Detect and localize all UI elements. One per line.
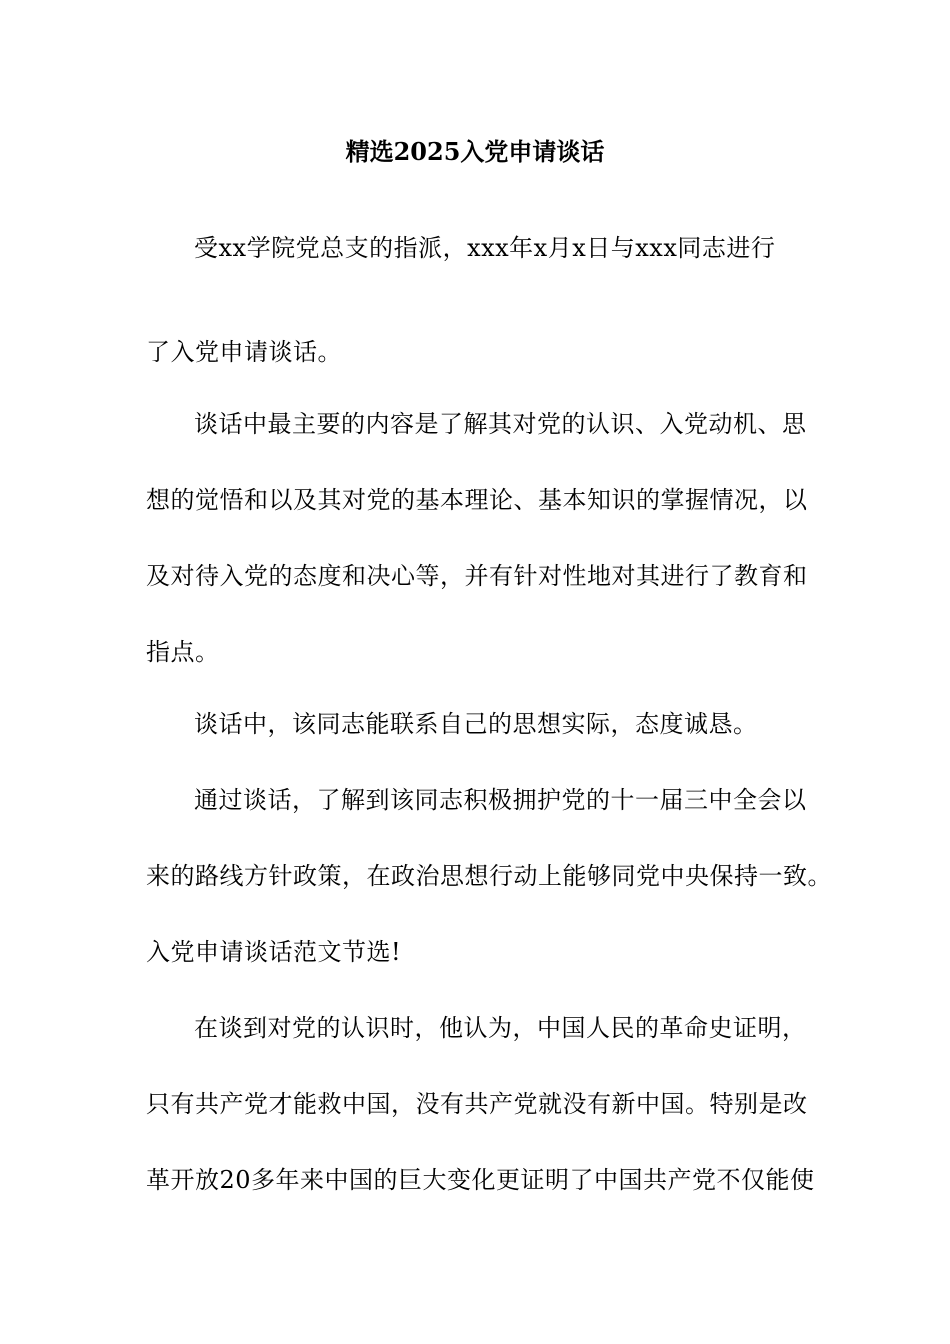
paragraph-line: 指点。 [146, 638, 220, 666]
paragraph-line: 入党申请谈话范文节选! [146, 938, 402, 966]
paragraph-line: 谈话中最主要的内容是了解其对党的认识、入党动机、思 [194, 410, 807, 438]
paragraph-line: 来的路线方针政策，在政治思想行动上能够同党中央保持一致。 [146, 862, 832, 890]
paragraph-line: 只有共产党才能救中国，没有共产党就没有新中国。特别是改 [146, 1090, 808, 1118]
paragraph-line: 想的觉悟和以及其对党的基本理论、基本知识的掌握情况，以 [146, 486, 808, 514]
paragraph-line: 及对待入党的态度和决心等，并有针对性地对其进行了教育和 [146, 562, 808, 590]
paragraph-line: 了入党申请谈话。 [146, 338, 342, 366]
paragraph-line: 谈话中，该同志能联系自己的思想实际，态度诚恳。 [194, 710, 758, 738]
paragraph-line: 在谈到对党的认识时，他认为，中国人民的革命史证明， [194, 1014, 807, 1042]
paragraph-line: 通过谈话，了解到该同志积极拥护党的十一届三中全会以 [194, 786, 807, 814]
document-title: 精选2025入党申请谈话 [345, 137, 605, 166]
paragraph-line: 革开放20多年来中国的巨大变化更证明了中国共产党不仅能使 [146, 1166, 815, 1194]
paragraph-line: 受xx学院党总支的指派，xxx年x月x日与xxx同志进行 [194, 234, 776, 262]
